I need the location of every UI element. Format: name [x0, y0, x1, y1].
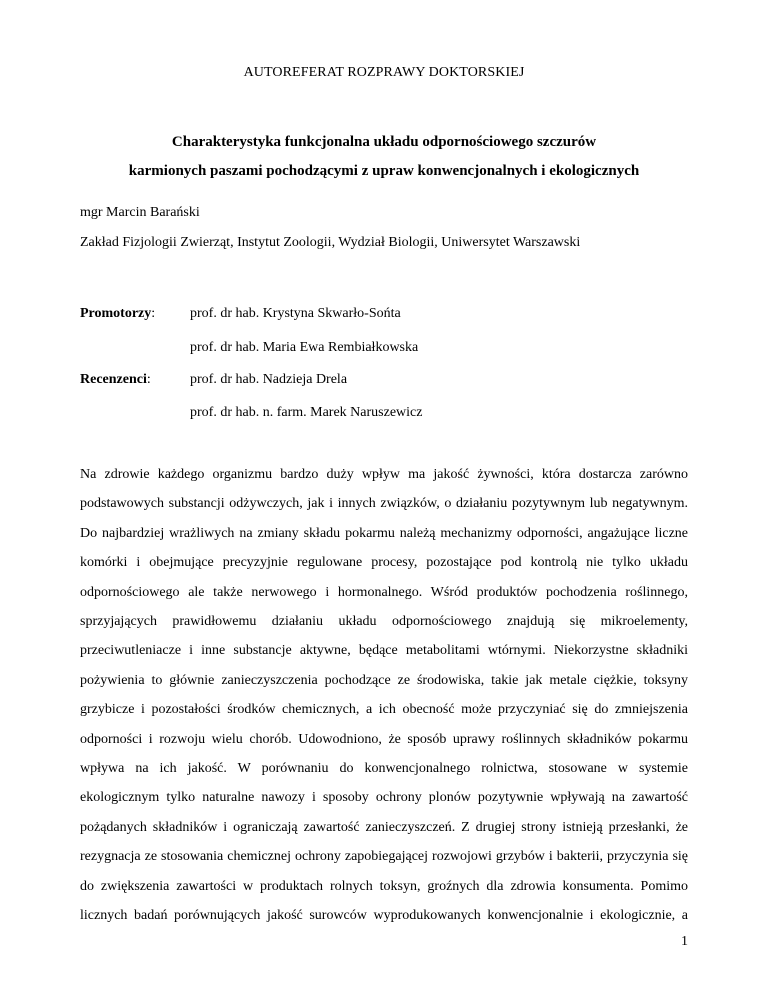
document-title	[80, 128, 688, 186]
author-affiliation: Zakład Fizjologii Zwierząt, Instytut Zoologii, Wydział Biologii, Uniwersytet Warszawski	[80, 235, 581, 250]
promotor-1: prof. dr hab. Krystyna Skwarło-Sońta	[190, 306, 401, 321]
title-line-1: Charakterystyka funkcjonalna układu odpornościowego szczurów	[171, 134, 597, 150]
reviewers-row	[80, 372, 348, 388]
reviewers-label-wrap: Recenzenci:	[80, 372, 151, 387]
promotor-2: prof. dr hab. Maria Ewa Rembiałkowska	[190, 340, 419, 355]
abstract-paragraph: Na zdrowie każdego organizmu bardzo duży wpływ ma jakość żywności, która dostarcza zarówno podstawowych substancji odżywczych, jak i innych związków, o działaniu pozytywnym lub negatywnym. Do najbardziej wrażliwych na zmiany składu pokarmu należą mechanizmy odporności, angażujące liczne komórki i obejmujące precyzyjnie regulowane procesy, pozostające pod kontrolą nie tylko układu odpornościowego ale także nerwowego i hormonalnego. Wśród produktów pochodzenia roślinnego, sprzyjających prawidłowemu działaniu układu odpornościowego znajdują się mikroelementy, przeciwutleniacze i inne substancje aktywne, będące metabolitami wtórnymi. Niekorzystne składniki pożywienia to głównie zanieczyszczenia pochodzące ze środowiska, takie jak metale ciężkie, toksyny grzybicze i pozostałości środków chemicznych, a ich obecność może przyczyniać się do zmniejszenia odporności i rozwoju wielu chorób. Udowodniono, że sposób uprawy roślinnych składników pokarmu wpływa na ich jakość. W porównaniu do konwencjonalnego rolnictwa, stosowane w systemie ekologicznym tylko naturalne nawozy i sposoby ochrony plonów pozytywnie wpływają na zawartość pożądanych składników i ograniczają zawartość zanieczyszczeń. Z drugiej strony istnieją przesłanki, że rezygnacja ze stosowania chemicznej ochrony zapobiegającej rozwojowi grzybów i bakterii, przyczynia się do zwiększenia zawartości w produktach rolnych toksyn, groźnych dla zdrowia konsumenta. Pomimo licznych badań porównujących jakość surowców wyprodukowanych konwencjonalnie i ekologicznie, a	[80, 467, 688, 924]
page-number: 1	[681, 934, 688, 949]
author-name: mgr Marcin Barański	[80, 205, 200, 220]
reviewer-1: prof. dr hab. Nadzieja Drela	[190, 372, 348, 387]
promotors-row	[80, 306, 401, 322]
reviewer-2: prof. dr hab. n. farm. Marek Naruszewicz	[190, 405, 423, 420]
document-header: AUTOREFERAT ROZPRAWY DOKTORSKIEJ	[243, 65, 525, 80]
promotors-label-wrap: Promotorzy:	[80, 306, 156, 321]
reviewers-label: Recenzenci	[80, 372, 147, 387]
promotors-label: Promotorzy	[80, 306, 152, 321]
title-line-2: karmionych paszami pochodzącymi z upraw konwencjonalnych i ekologicznych	[128, 163, 640, 179]
